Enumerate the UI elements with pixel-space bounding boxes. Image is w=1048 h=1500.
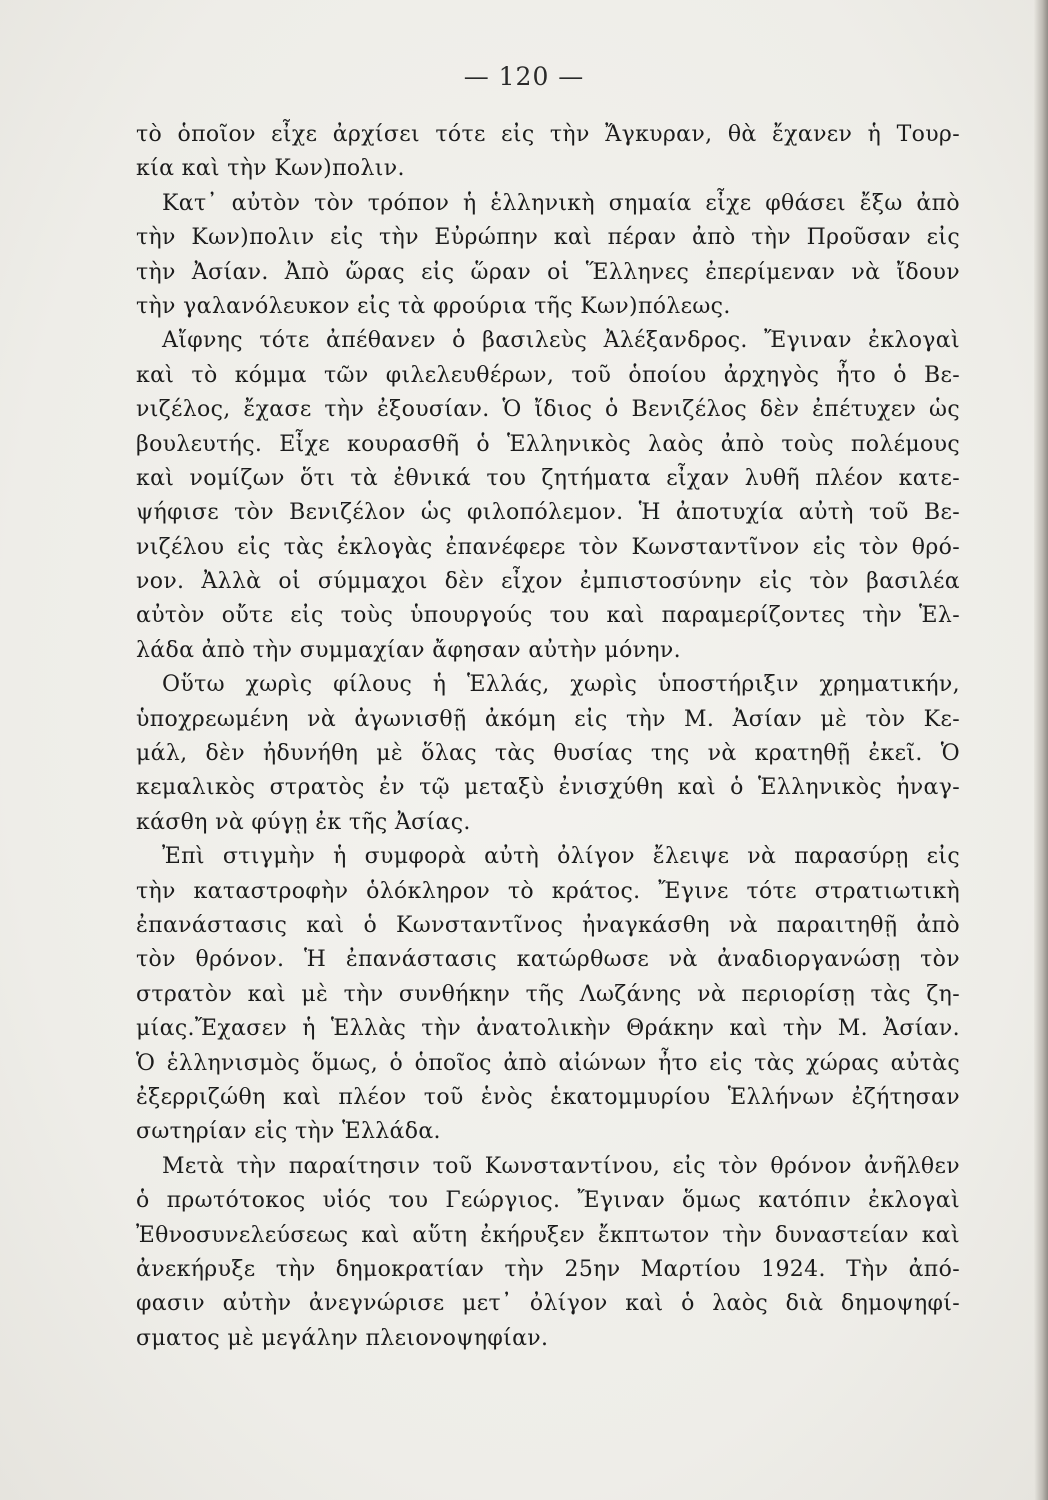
text-line: Ἐθνοσυνελεύσεως καὶ αὕτη ἐκήρυξεν ἔκπτωτον τὴν δυναστείαν καὶ [136,1222,960,1248]
text-line: τὴν γαλανόλευκον εἰς τὰ φρούρια τῆς Κων)πόλεως. [136,293,731,319]
text-line: τὴν Ἀσίαν. Ἀπὸ ὥρας εἰς ὥραν οἱ Ἕλληνες ἐπερίμεναν νὰ ἴδουν [136,259,960,285]
text-line: Κατ᾿ αὐτὸν τὸν τρόπον ἡ ἑλληνικὴ σημαία εἶχε φθάσει ἔξω ἀπὸ [162,190,960,216]
text-line: κεμαλικὸς στρατὸς ἐν τῷ μεταξὺ ἐνισχύθη καὶ ὁ Ἑλληνικὸς ἠναγ- [136,775,960,801]
text-line: σματος μὲ μεγάλην πλειονοψηφίαν. [136,1325,549,1351]
text-line: φασιν αὐτὴν ἀνεγνώρισε μετ᾿ ὀλίγον καὶ ὁ λαὸς διὰ δημοψηφί- [136,1291,960,1317]
text-line: νιζέλος, ἔχασε τὴν ἐξουσίαν. Ὁ ἴδιος ὁ Βενιζέλος δὲν ἐπέτυχεν ὡς [136,397,960,423]
text-line: καὶ τὸ κόμμα τῶν φιλελευθέρων, τοῦ ὁποίου ἀρχηγὸς ἦτο ὁ Βε- [136,362,960,388]
text-line: μάλ, δὲν ἠδυνήθη μὲ ὅλας τὰς θυσίας της νὰ κρατηθῇ ἐκεῖ. Ὁ [136,741,960,767]
text-line: ἀνεκήρυξε τὴν δημοκρατίαν τὴν 25ην Μαρτίου 1924. Τὴν ἀπό- [136,1256,960,1282]
text-line: νιζέλου εἰς τὰς ἐκλογὰς ἐπανέφερε τὸν Κωνσταντῖνον εἰς τὸν θρό- [136,534,960,560]
text-line: Οὕτω χωρὶς φίλους ἡ Ἑλλάς, χωρὶς ὑποστήριξιν χρηματικήν, [162,672,960,698]
body-text [136,118,960,1356]
text-line: κάσθη νὰ φύγῃ ἐκ τῆς Ἀσίας. [136,809,471,835]
text-line: σωτηρίαν εἰς τὴν Ἑλλάδα. [136,1119,441,1145]
text-line: μίας.Ἔχασεν ἡ Ἑλλὰς τὴν ἀνατολικὴν Θράκην καὶ τὴν Μ. Ἀσίαν. [136,1016,960,1042]
text-line: τὸ ὁποῖον εἶχε ἀρχίσει τότε εἰς τὴν Ἄγκυραν, θὰ ἔχανεν ἡ Τουρ- [136,122,960,147]
text-line: ὑποχρεωμένη νὰ ἀγωνισθῇ ἀκόμη εἰς τὴν Μ. Ἀσίαν μὲ τὸν Κε- [136,706,960,732]
text-line: στρατὸν καὶ μὲ τὴν συνθήκην τῆς Λωζάνης νὰ περιορίσῃ τὰς ζη- [136,981,960,1007]
text-line: Αἴφνης τότε ἀπέθανεν ὁ βασιλεὺς Ἀλέξανδρος. Ἔγιναν ἐκλογαὶ [162,328,960,354]
text-line: τὸν θρόνον. Ἡ ἐπανάστασις κατώρθωσε νὰ ἀναδιοργανώσῃ τὸν [136,947,960,973]
text-line: ὁ πρωτότοκος υἱός του Γεώργιος. Ἔγιναν ὅμως κατόπιν ἐκλογαὶ [136,1188,960,1214]
text-line: κία καὶ τὴν Κων)πολιν. [136,156,405,182]
text-line: αὐτὸν οὔτε εἰς τοὺς ὑπουργούς του καὶ παραμερίζοντες τὴν Ἑλ- [136,603,960,629]
text-line: καὶ νομίζων ὅτι τὰ ἐθνικά του ζητήματα εἶχαν λυθῆ πλέον κατε- [136,465,960,491]
text-line: τὴν Κων)πολιν εἰς τὴν Εὐρώπην καὶ πέραν ἀπὸ τὴν Προῦσαν εἰς [136,225,960,251]
text-line: Ἐπὶ στιγμὴν ἡ συμφορὰ αὐτὴ ὀλίγον ἔλειψε νὰ παρασύρῃ εἰς [162,844,960,870]
page-number: — 120 — [463,62,585,91]
text-line: τὴν καταστροφὴν ὁλόκληρον τὸ κράτος. Ἔγινε τότε στρατιωτικὴ [136,878,960,904]
text-line: ἐπανάστασις καὶ ὁ Κωνσταντῖνος ἠναγκάσθη νὰ παραιτηθῇ ἀπὸ [136,912,960,938]
text-line: βουλευτής. Εἶχε κουρασθῆ ὁ Ἑλληνικὸς λαὸς ἀπὸ τοὺς πολέμους [136,431,960,457]
page-edge-shadow [1034,0,1048,1500]
text-line: Μετὰ τὴν παραίτησιν τοῦ Κωνσταντίνου, εἰς τὸν θρόνον ἀνῆλθεν [162,1153,960,1179]
text-line: Ὁ ἑλληνισμὸς ὅμως, ὁ ὁποῖος ἀπὸ αἰώνων ἦτο εἰς τὰς χώρας αὐτὰς [136,1050,960,1076]
text-line: ψήφισε τὸν Βενιζέλον ὡς φιλοπόλεμον. Ἡ ἀποτυχία αὐτὴ τοῦ Βε- [136,500,960,526]
text-line: νον. Ἀλλὰ οἱ σύμμαχοι δὲν εἶχον ἐμπιστοσύνην εἰς τὸν βασιλέα [136,569,960,595]
text-line: λάδα ἀπὸ τὴν συμμαχίαν ἄφησαν αὐτὴν μόνην. [136,637,681,663]
text-line: ἐξερριζώθη καὶ πλέον τοῦ ἑνὸς ἑκατομμυρίου Ἑλλήνων ἐζήτησαν [136,1084,960,1110]
